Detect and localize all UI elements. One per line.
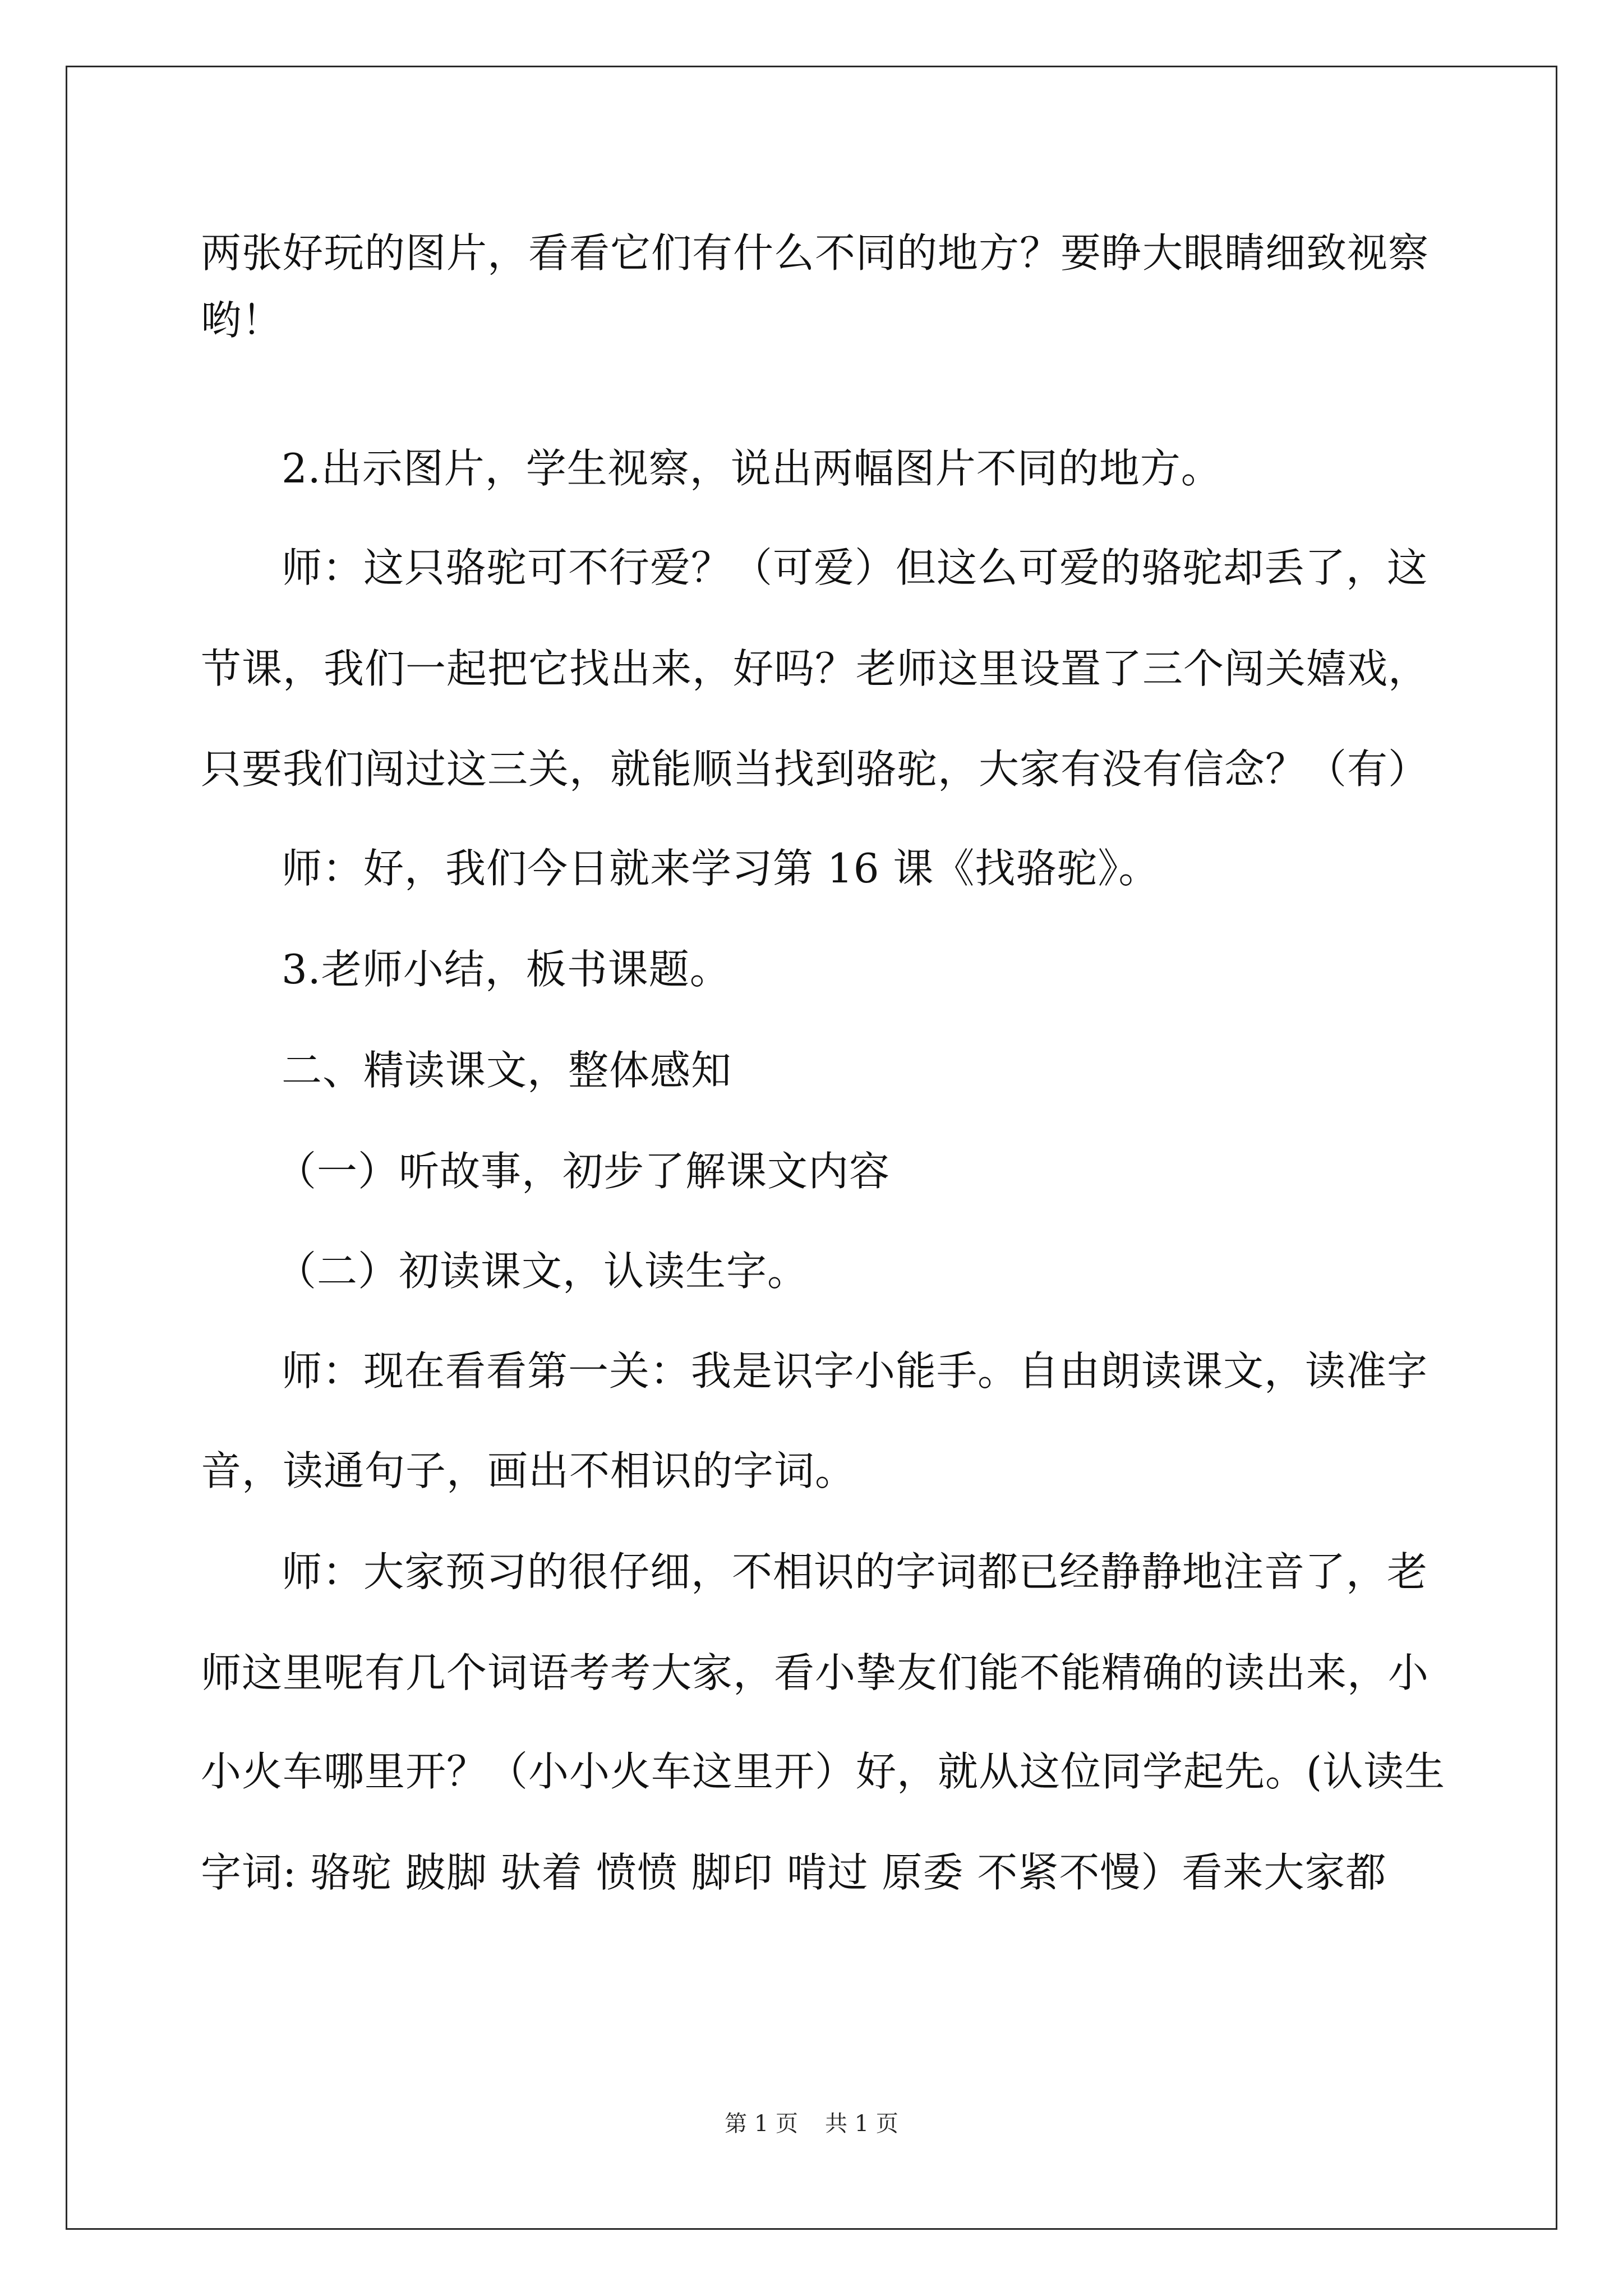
- text-line: 师这里呢有几个词语考考大家，看小挚友们能不能精确的读出来，小: [201, 1649, 1430, 1696]
- text-line: 3.老师小结，板书课题。: [282, 946, 731, 993]
- text-line: 师：好，我们今日就来学习第 16 课《找骆驼》。: [282, 845, 1160, 892]
- section-heading: 二、精读课文，整体感知: [282, 1047, 732, 1094]
- subsection-heading: （二）初读课文，认读生字。: [276, 1248, 809, 1295]
- text-line: 小火车哪里开？（小小火车这里开）好，就从这位同学起先。(认读生: [201, 1748, 1446, 1795]
- text-line: 节课，我们一起把它找出来，好吗？老师这里设置了三个闯关嬉戏，: [201, 645, 1430, 692]
- text-line: 哟！: [201, 297, 283, 344]
- text-line: 只要我们闯过这三关，就能顺当找到骆驼，大家有没有信念？（有）: [201, 746, 1430, 793]
- page-footer: [0, 2108, 1623, 2139]
- text-line: 音，读通句子，画出不相识的字词。: [201, 1447, 856, 1494]
- text-line: 师：大家预习的很仔细，不相识的字词都已经静静地注音了，老: [282, 1548, 1428, 1595]
- text-line: 两张好玩的图片，看看它们有什么不同的地方？要睁大眼睛细致视察: [201, 229, 1430, 277]
- text-line: 字词: 骆驼 跛脚 驮着 愤愤 脚印 啃过 原委 不紧不慢）看来大家都: [201, 1849, 1387, 1896]
- text-line: 师：现在看看第一关：我是识字小能手。自由朗读课文，读准字: [282, 1347, 1428, 1395]
- page-number: 第 1 页: [725, 2111, 798, 2137]
- text-line: 2.出示图片，学生视察，说出两幅图片不同的地方。: [282, 445, 1222, 492]
- page-total: 共 1 页: [825, 2111, 898, 2137]
- text-line: 师：这只骆驼可不行爱？（可爱）但这么可爱的骆驼却丢了，这: [282, 544, 1428, 591]
- subsection-heading: （一）听故事，初步了解课文内容: [276, 1148, 891, 1195]
